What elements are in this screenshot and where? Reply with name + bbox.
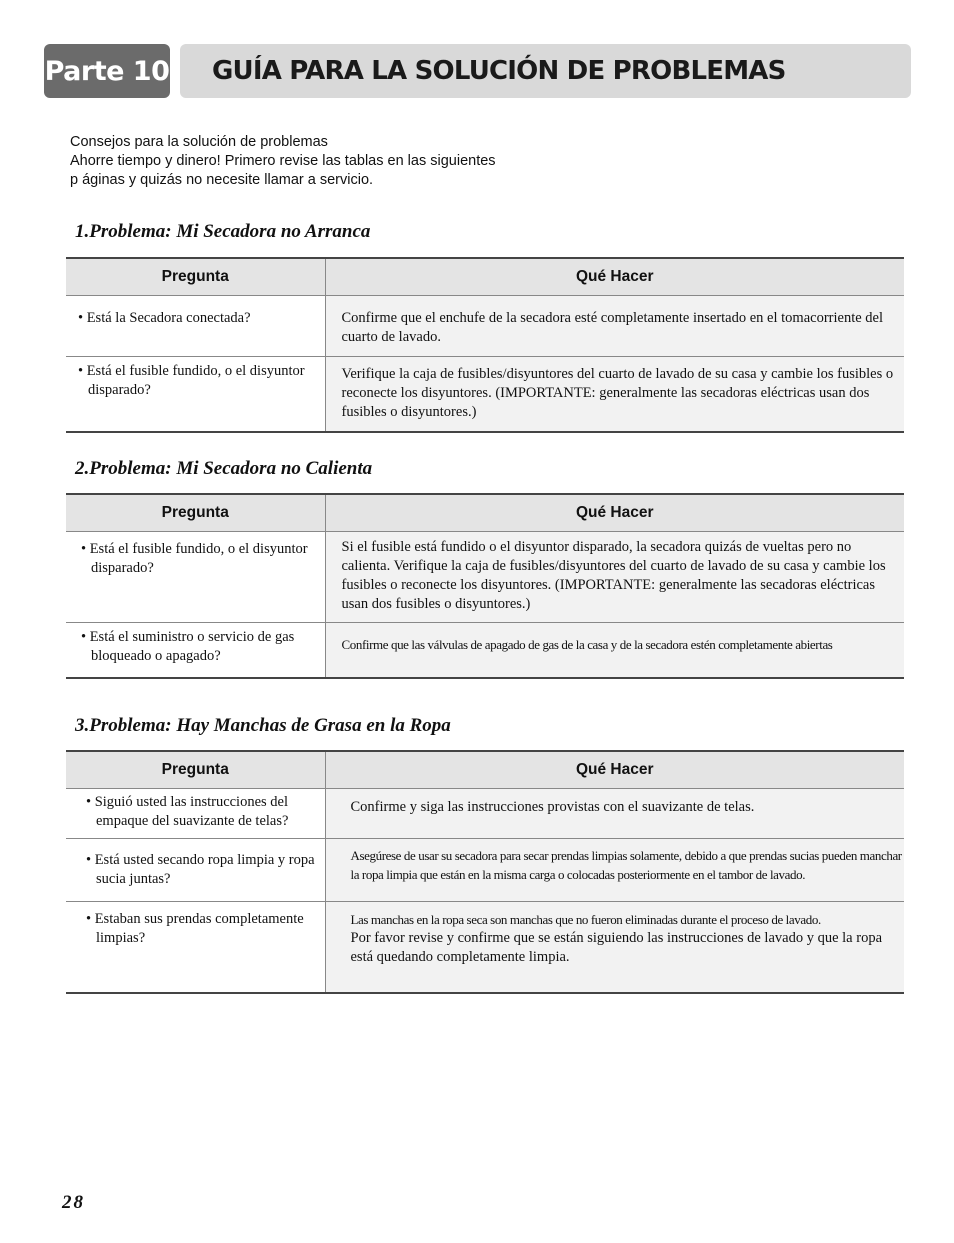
troubleshooting-table-1 [66, 257, 904, 433]
column-header-question: Pregunta [66, 494, 325, 532]
question-text: • Está el suministro o servicio de gas bloqueado o apagado? [81, 629, 295, 664]
action-text: Confirme y siga las instrucciones provistas con el suavizante de telas. [350, 799, 755, 815]
column-header-action: Qué Hacer [325, 751, 904, 789]
action-cell [325, 789, 904, 839]
question-text: • Está usted secando ropa limpia y ropa sucia juntas? [86, 852, 315, 887]
question-cell [66, 623, 325, 678]
question-text: • Está el fusible fundido, o el disyuntor disparado? [81, 541, 308, 576]
question-cell [66, 902, 325, 993]
question-cell [66, 357, 325, 432]
question-text: • Estaban sus prendas completamente limpias? [86, 911, 304, 946]
action-text: Las manchas en la ropa seca son manchas que no fueron eliminadas durante el proceso de lavado. [350, 912, 821, 927]
page-header [44, 44, 911, 98]
table-row [66, 839, 904, 902]
action-text: Confirme que las válvulas de apagado de gas de la casa y de la secadora estén completamente abiertas [341, 637, 833, 652]
table-header-row [66, 751, 904, 789]
table-header-row [66, 258, 904, 296]
title-bar [180, 44, 911, 98]
question-cell [66, 532, 325, 623]
page-title: GUÍA PARA LA SOLUCIÓN DE PROBLEMAS [212, 56, 786, 86]
section-title-2: 2.Problema: Mi Secadora no Calienta [75, 458, 373, 479]
intro-text [70, 133, 590, 190]
column-header-action: Qué Hacer [325, 258, 904, 296]
column-header-question: Pregunta [66, 751, 325, 789]
action-cell [325, 902, 904, 993]
table-row [66, 357, 904, 432]
action-text: Si el fusible está fundido o el disyuntor disparado, la secadora quizás de vueltas pero no calienta. Verifique la caja de fusibles/disyuntores del cuarto de lavado de su casa y cambie los fusibles o reconecte los disyuntores. (IMPORTANTE: generalmente las secadoras eléctricas usan dos fusibles o disyuntores.) [341, 539, 886, 612]
action-text: Confirme que el enchufe de la secadora esté completamente insertado en el tomacorriente del cuarto de lavado. [341, 310, 883, 345]
intro-line: Consejos para la solución de problemas [70, 134, 328, 150]
table-header-row [66, 494, 904, 532]
table-row [66, 532, 904, 623]
intro-line: Ahorre tiempo y dinero! Primero revise las tablas en las siguientes [70, 153, 496, 169]
action-cell [325, 623, 904, 678]
question-cell [66, 789, 325, 839]
table-row [66, 296, 904, 357]
table-row [66, 623, 904, 678]
action-text: Verifique la caja de fusibles/disyuntores del cuarto de lavado de su casa y cambie los fusibles o reconecte los disyuntores. (IMPORTANTE: generalmente las secadoras eléctricas usan dos fusibles o disyuntores.) [341, 366, 894, 420]
column-header-question: Pregunta [66, 258, 325, 296]
question-cell [66, 839, 325, 902]
troubleshooting-table-2 [66, 493, 904, 679]
action-cell [325, 839, 904, 902]
action-cell [325, 532, 904, 623]
question-text: • Está la Secadora conectada? [78, 310, 251, 326]
question-cell [66, 296, 325, 357]
page-number: 28 [62, 1192, 85, 1213]
column-header-action: Qué Hacer [325, 494, 904, 532]
section-title-3: 3.Problema: Hay Manchas de Grasa en la Ropa [75, 715, 451, 736]
section-title-1: 1.Problema: Mi Secadora no Arranca [75, 221, 371, 242]
table-row [66, 789, 904, 839]
action-cell [325, 296, 904, 357]
action-text: Por favor revise y confirme que se están siguiendo las instrucciones de lavado y que la ropa está quedando completamente limpia. [350, 930, 883, 965]
part-badge: Parte 10 [44, 44, 170, 98]
action-cell [325, 357, 904, 432]
question-text: • Está el fusible fundido, o el disyuntor disparado? [78, 363, 305, 398]
troubleshooting-table-3 [66, 750, 904, 994]
question-text: • Siguió usted las instrucciones del empaque del suavizante de telas? [86, 794, 289, 829]
intro-line: p áginas y quizás no necesite llamar a servicio. [70, 172, 374, 188]
table-row [66, 902, 904, 993]
action-text: Asegúrese de usar su secadora para secar prendas limpias solamente, debido a que prendas sucias pueden manchar la ropa limpia que están en la misma carga o colocadas posteriormente en el tambor de lavado. [350, 848, 902, 882]
